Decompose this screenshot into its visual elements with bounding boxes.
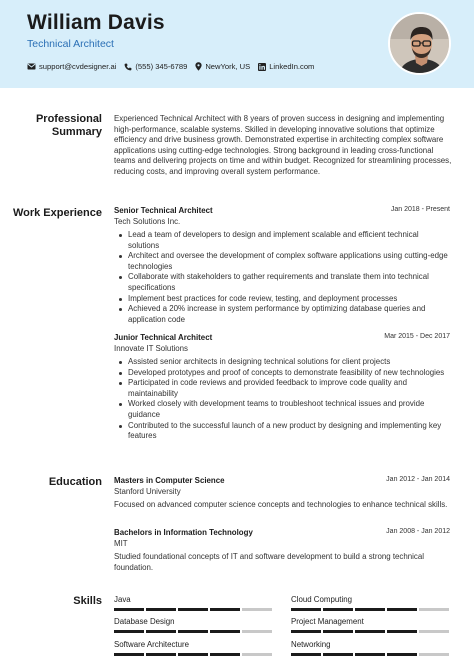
degree-title: Bachelors in Information Technology xyxy=(114,528,253,537)
skill-level-segment xyxy=(323,608,353,611)
skill-name: Database Design xyxy=(114,617,175,626)
job-dates: Jan 2018 - Present xyxy=(390,206,450,213)
job-bullet: Contributed to the successful launch of a new product by designing and implementing key features xyxy=(114,421,450,442)
degree-title: Masters in Computer Science xyxy=(114,476,225,485)
education-dates: Jan 2008 - Jan 2012 xyxy=(386,528,450,535)
skill-level-segment xyxy=(419,630,449,633)
skill-level-bar xyxy=(114,630,274,633)
section-title-skills: Skills xyxy=(73,595,102,607)
skill-level-segment xyxy=(387,630,417,633)
skill-level-segment xyxy=(210,608,240,611)
education-dates: Jan 2012 - Jan 2014 xyxy=(386,476,450,483)
skill-level-segment xyxy=(242,630,272,633)
skill-level-segment xyxy=(419,608,449,611)
contact-phone[interactable] xyxy=(124,62,187,71)
skill-level-bar xyxy=(291,630,451,633)
skill-level-bar xyxy=(291,608,451,611)
job-bullet: Assisted senior architects in designing technical solutions for client projects xyxy=(114,357,450,368)
skill-level-segment xyxy=(355,630,385,633)
skill-level-segment xyxy=(242,608,272,611)
skill-level-bar xyxy=(114,653,274,656)
linkedin-icon xyxy=(258,63,266,71)
skill-level-segment xyxy=(323,653,353,656)
contact-bar xyxy=(27,62,322,71)
job-company: Tech Solutions Inc. xyxy=(114,217,181,226)
skill-level-segment xyxy=(114,630,144,633)
job-bullet: Collaborate with stakeholders to gather requirements and translate them into technical specifications xyxy=(114,272,450,293)
school-name: Stanford University xyxy=(114,487,181,496)
skill-level-segment xyxy=(291,630,321,633)
skill-item xyxy=(114,595,274,611)
skill-level-segment xyxy=(419,653,449,656)
skill-level-segment xyxy=(355,653,385,656)
skill-level-segment xyxy=(114,608,144,611)
skill-level-segment xyxy=(323,630,353,633)
skill-level-bar xyxy=(291,653,451,656)
skill-level-segment xyxy=(178,653,208,656)
job-bullet: Developed prototypes and proof of concepts to demonstrate feasibility of new technologies xyxy=(114,368,450,379)
skill-item xyxy=(114,640,274,656)
skill-level-segment xyxy=(146,653,176,656)
skill-level-segment xyxy=(387,608,417,611)
skill-level-segment xyxy=(210,630,240,633)
skill-name: Project Management xyxy=(291,617,364,626)
skill-item xyxy=(291,617,451,633)
linkedin-text: LinkedIn.com xyxy=(269,62,315,71)
phone-icon xyxy=(124,63,132,71)
phone-text: (555) 345-6789 xyxy=(135,62,188,71)
skill-level-segment xyxy=(291,608,321,611)
profile-photo xyxy=(388,12,451,75)
skill-level-segment xyxy=(146,630,176,633)
location-text: NewYork, US xyxy=(205,62,251,71)
email-icon xyxy=(27,63,36,70)
email-text: support@cvdesigner.ai xyxy=(39,62,117,71)
job-bullets xyxy=(114,357,450,442)
skill-level-segment xyxy=(178,630,208,633)
section-title-education: Education xyxy=(48,476,102,488)
section-title-work: Work Experience xyxy=(12,207,102,219)
job-bullet: Participated in code reviews and provided feedback to improve code quality and maintainability xyxy=(114,378,450,399)
job-title: Senior Technical Architect xyxy=(114,206,213,215)
skill-level-segment xyxy=(146,608,176,611)
job-dates: Mar 2015 - Dec 2017 xyxy=(384,333,450,340)
skill-item xyxy=(291,595,451,611)
job-bullet: Worked closely with development teams to troubleshoot technical issues and provide guidance xyxy=(114,399,450,420)
skill-item xyxy=(114,617,274,633)
summary-paragraph: Experienced Technical Architect with 8 years of proven success in designing and implementing high-performance, scalable systems. Skilled in developing innovative solutions that optimize efficiency and drive business growth. Demonstrated expertise in architecting complex software applications using cutting-edge technologies. Strong background in leading cross-functional teams and delivering projects on time and within budget. Recognized for streamlining processes, reducing costs, and improving overall system performance. xyxy=(114,114,452,176)
location-pin-icon xyxy=(195,62,202,71)
contact-linkedin[interactable] xyxy=(258,62,314,71)
school-name: MIT xyxy=(114,539,128,548)
skill-level-segment xyxy=(210,653,240,656)
education-description: Studied foundational concepts of IT and software development to build a strong technical foundation. xyxy=(114,552,424,572)
job-company: Innovate IT Solutions xyxy=(114,344,188,353)
skill-level-segment xyxy=(291,653,321,656)
skill-level-segment xyxy=(242,653,272,656)
skill-level-bar xyxy=(114,608,274,611)
contact-email[interactable] xyxy=(27,62,116,71)
skill-name: Software Architecture xyxy=(114,640,189,649)
skill-level-segment xyxy=(387,653,417,656)
skill-name: Java xyxy=(114,595,131,604)
education-description: Focused on advanced computer science concepts and technologies to enhance technical skills. xyxy=(114,500,448,509)
candidate-name: William Davis xyxy=(27,11,165,34)
skill-level-segment xyxy=(355,608,385,611)
skill-name: Networking xyxy=(291,640,331,649)
skill-name: Cloud Computing xyxy=(291,595,352,604)
job-bullet: Implement best practices for code review, testing, and deployment processes xyxy=(114,294,450,305)
job-bullet: Architect and oversee the development of complex software applications using cutting-edge technologies xyxy=(114,251,450,272)
job-title: Junior Technical Architect xyxy=(114,333,213,342)
job-bullet: Achieved a 20% increase in system performance by optimizing database queries and application code xyxy=(114,304,450,325)
skill-level-segment xyxy=(178,608,208,611)
skill-level-segment xyxy=(114,653,144,656)
header-band xyxy=(0,0,474,88)
job-bullet: Lead a team of developers to design and implement scalable and efficient technical solutions xyxy=(114,230,450,251)
job-bullets xyxy=(114,230,450,325)
skill-item xyxy=(291,640,451,656)
candidate-title: Technical Architect xyxy=(27,38,114,50)
contact-location xyxy=(195,62,250,71)
section-title-summary: Professional Summary xyxy=(35,113,102,138)
